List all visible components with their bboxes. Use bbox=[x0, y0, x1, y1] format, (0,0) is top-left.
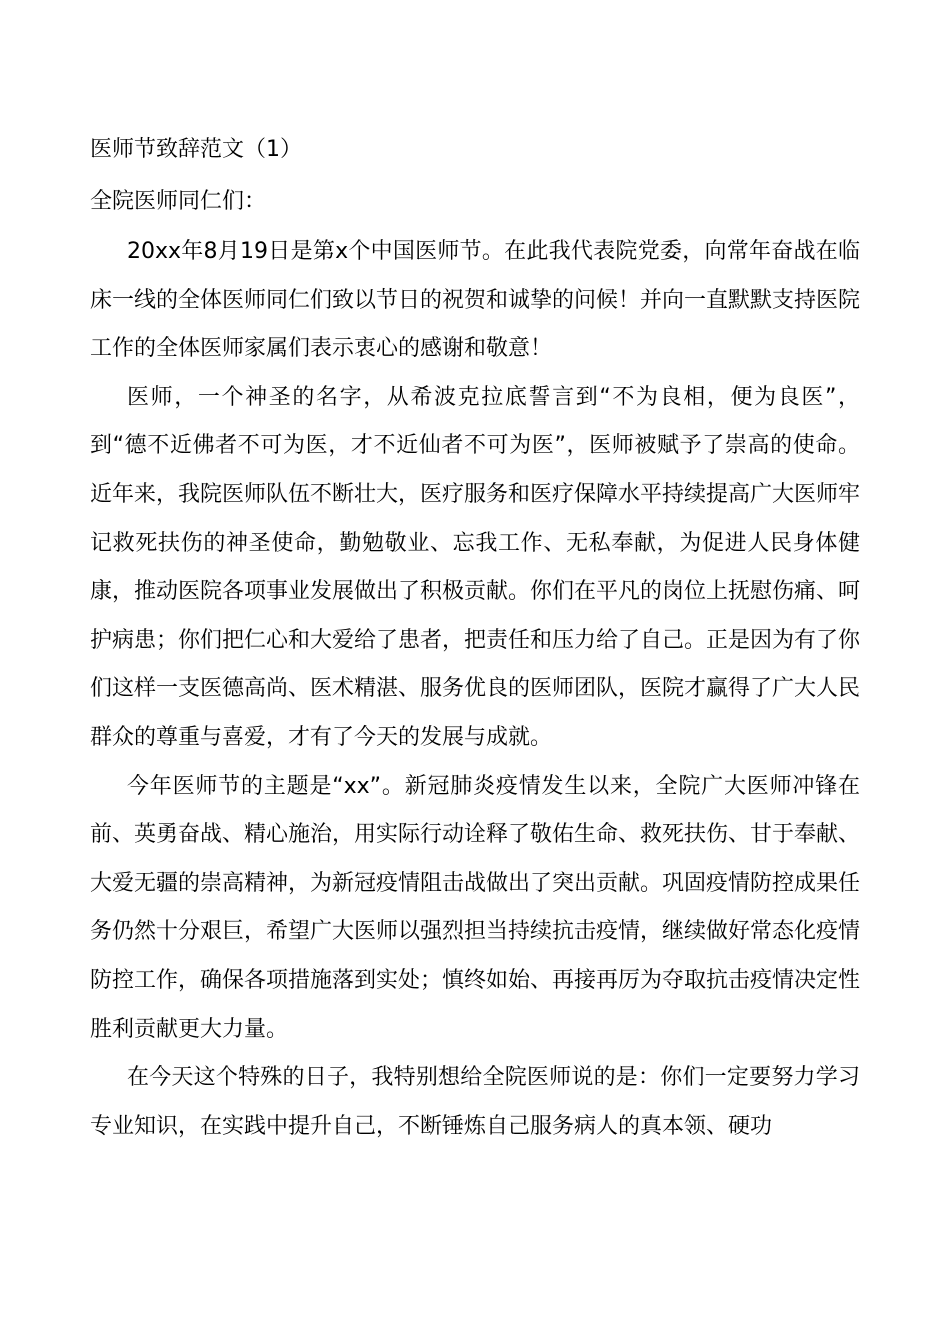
paragraph-1: 20xx年8月19日是第x个中国医师节。在此我代表院党委，向常年奋战在临床一线的全体医师同仁们致以节日的祝贺和诚挚的问候！并向一直默默支持医院工作的全体医师家属们表示衷心的感谢和敬意！ bbox=[90, 239, 861, 362]
document-page bbox=[90, 132, 860, 1151]
paragraph-3: 今年医师节的主题是“xx”。新冠肺炎疫情发生以来，全院广大医师冲锋在前、英勇奋战、精心施治，用实际行动诠释了敬佑生命、救死扶伤、甘于奉献、大爱无疆的崇高精神，为新冠疫情阻击战做出了突出贡献。巩固疫情防控成果任务仍然十分艰巨，希望广大医师以强烈担当持续抗击疫情，继续做好常态化疫情防控工作，确保各项措施落到实处；慎终如始、再接再厉为夺取抗击疫情决定性胜利贡献更大力量。 bbox=[90, 773, 861, 1042]
paragraph-2: 医师，一个神圣的名字，从希波克拉底誓言到“不为良相，便为良医”，到“德不近佛者不可为医，才不近仙者不可为医”，医师被赋予了崇高的使命。近年来，我院医师队伍不断壮大，医疗服务和医疗保障水平持续提高广大医师牢记救死扶伤的神圣使命，勤勉敬业、忘我工作、无私奉献，为促进人民身体健康，推动医院各项事业发展做出了积极贡献。你们在平凡的岗位上抚慰伤痛、呵护病患；你们把仁心和大爱给了患者，把责任和压力给了自己。正是因为有了你们这样一支医德高尚、医术精湛、服务优良的医师团队，医院才赢得了广大人民群众的尊重与喜爱，才有了今天的发展与成就。 bbox=[90, 384, 861, 750]
paragraph-4: 在今天这个特殊的日子，我特别想给全院医师说的是：你们一定要努力学习专业知识，在实践中提升自己，不断锤炼自己服务病人的真本领、硬功 bbox=[90, 1065, 860, 1139]
document-title: 医师节致辞范文（1） bbox=[90, 137, 302, 162]
salutation: 全院医师同仁们： bbox=[90, 189, 267, 214]
